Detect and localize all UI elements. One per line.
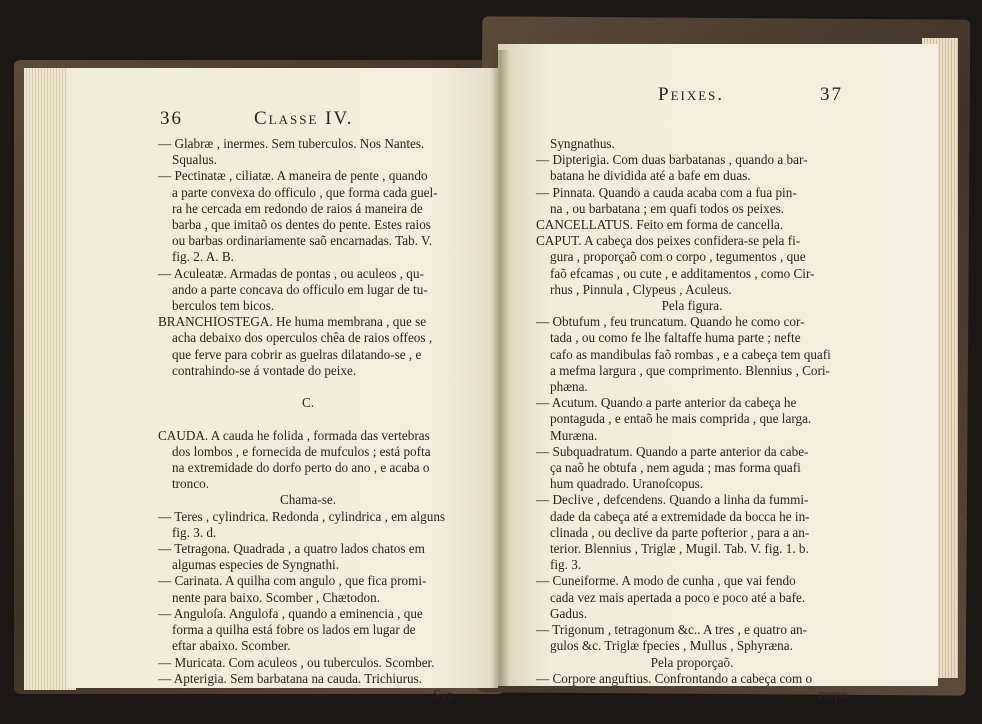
text-line: clinada , ou declive da parte pofterior , para a an- <box>550 524 810 540</box>
text-line: — Muricata. Com aculeos , ou tuberculos. Scomber. <box>158 654 435 670</box>
text-line: gulos &c. Triglæ fpecies , Mullus , Sphyræna. <box>550 638 793 654</box>
text-line: pontaguda , e entaõ he mais comprida , que larga. <box>550 411 812 427</box>
text-line: CANCELLATUS. Feito em forma de cancella. <box>536 217 784 233</box>
text-line: CAPUT. A cabeça dos peixes confidera-se pela fi- <box>536 233 801 249</box>
text-line: rhus , Pinnula , Clypeus , Aculeus. <box>550 281 732 297</box>
text-line: fig. 3. <box>550 557 582 573</box>
text-line: Gadus. <box>550 605 587 621</box>
text-line: — Teres , cylindrica. Redonda , cylindrica , em alguns <box>158 508 446 524</box>
text-line: — Tetragona. Quadrada , a quatro lados chatos em <box>158 541 425 557</box>
text-line: dade da cabeça até a extremidade da bocca he in- <box>550 508 810 524</box>
text-line: Muræna. <box>550 427 598 443</box>
text-line: ça naõ he obtufa , nem aguda ; mas forma quafi <box>550 460 801 476</box>
text-line: — Glabræ , inermes. Sem tuberculos. Nos Nantes. <box>158 136 425 151</box>
text-line: tada , ou como fe lhe faltaffe huma parte ; nefte <box>550 330 801 346</box>
right-page-number: 37 <box>820 84 843 105</box>
text-line: C. <box>301 395 315 411</box>
text-line: fig. 3. d. <box>172 524 217 540</box>
text-line: phæna. <box>550 379 588 395</box>
text-line: na , ou barbatana ; em quafi todos os peixes. <box>550 200 785 216</box>
text-line: — Dipterigia. Com duas barbatanas , quando a bar- <box>536 152 808 168</box>
text-line: — Anguloſa. Angulofa , quando a eminencia , que <box>158 605 423 621</box>
text-line: Pela figura. <box>661 298 723 314</box>
text-line: corpo <box>817 686 848 702</box>
right-page <box>498 44 938 702</box>
text-line: na extremidade do dorfo perto do ano , e acaba o <box>172 460 430 476</box>
text-line: — Aculeatæ. Armadas de pontas , ou aculeos , qu- <box>158 265 424 281</box>
left-page-number: 36 <box>160 108 183 129</box>
text-line: Syngnathus. <box>550 136 615 151</box>
text-line: tronco. <box>172 476 209 492</box>
text-line: cada vez mais apertada a poco e poco até a bafe. <box>550 589 806 605</box>
text-line: — Pectinatæ , ciliatæ. A maneira de pente , quando <box>158 168 428 184</box>
text-line: ando a parte concava do officulo em lugar de tu- <box>172 281 428 297</box>
text-line: — Pinnata. Quando a cauda acaba com a fua pin- <box>536 184 797 200</box>
text-line: algumas especies de Syngnathi. <box>172 557 340 573</box>
text-line: acha debaixo dos operculos chêa de raios offeos , <box>172 330 433 346</box>
text-line: ou barbas ordinariamente saõ encarnadas. Tab. V. <box>172 233 433 249</box>
text-line: — Trigonum , tetragonum &c.. A tres , e quatro an- <box>536 622 808 638</box>
text-line: — Obtufum , feu truncatum. Quando he como cor- <box>536 314 805 330</box>
text-line: — Apterigia. Sem barbatana na cauda. Trichiurus. <box>158 670 423 686</box>
text-line: fig. 2. A. B. <box>172 249 234 265</box>
text-line: hum quadrado. Uranoſcopus. <box>550 476 704 492</box>
text-line: ra he cercada em redondo de raios á maneira de <box>172 200 423 216</box>
text-line: — Corpore anguftius. Confrontando a cabeça com o <box>536 670 813 686</box>
text-line: eftar abaixo. Scomber. <box>172 638 291 654</box>
text-line: Squalus. <box>172 152 218 168</box>
text-line: a mefma largura , que comprimento. Blennius , Cori- <box>550 362 830 378</box>
text-line: CAUDA. A cauda he folida , formada das vertebras <box>158 427 430 443</box>
text-line: gura , proporçaõ com o corpo , tegumentos , que <box>550 249 806 265</box>
text-line: batana he dividida até a bafe em duas. <box>550 168 751 184</box>
text-line: Chama-se. <box>279 492 337 508</box>
right-running-head: Peixes. <box>658 84 725 105</box>
book-gutter <box>490 50 510 690</box>
text-line: contrahindo-se á vontade do peixe. <box>172 362 357 378</box>
text-line: terior. Blennius , Triglæ , Mugil. Tab. V. fig. 1. b. <box>550 541 809 557</box>
text-line: faõ efcamas , ou cute , e additamentos , como Cir- <box>550 265 815 281</box>
text-line <box>158 379 458 395</box>
left-page-header <box>68 108 498 138</box>
text-line: berculos tem bicos. <box>172 298 275 314</box>
text-line: barba , que imitaõ os dentes do pente. Estes raios <box>172 217 431 233</box>
text-line: forma a quilha está fobre os lados em lugar de <box>172 622 416 638</box>
right-page-header <box>498 84 938 114</box>
text-line: a parte convexa do officulo , que forma cada guel- <box>172 184 438 200</box>
text-line: Syn- <box>433 686 458 702</box>
text-line: — Cuneiforme. A modo de cunha , que vai fendo <box>536 573 796 589</box>
left-page <box>68 68 498 702</box>
text-line: — Carinata. A quilha com angulo , que fica promi- <box>158 573 427 589</box>
text-line: — Acutum. Quando a parte anterior da cabeça he <box>536 395 797 411</box>
text-line: — Subquadratum. Quando a parte anterior da cabe- <box>536 443 809 459</box>
text-line: dos lombos , e fornecida de mufculos ; está pofta <box>172 443 431 459</box>
text-line: Pela proporçaõ. <box>650 654 734 670</box>
text-line: — Declive , defcendens. Quando a linha da fummi- <box>536 492 809 508</box>
text-line: que ferve para cobrir as guelras dilatando-se , e <box>172 346 422 362</box>
text-line: cafo as mandibulas faõ rombas , e a cabeça tem quafi <box>550 346 831 362</box>
text-line <box>158 411 458 427</box>
left-running-head: Classe IV. <box>254 108 354 129</box>
right-page-text <box>536 136 848 703</box>
text-line: nente para baixo. Scomber , Chætodon. <box>172 589 381 605</box>
left-page-text <box>158 136 458 703</box>
text-line: BRANCHIOSTEGA. He huma membrana , que se <box>158 314 427 330</box>
